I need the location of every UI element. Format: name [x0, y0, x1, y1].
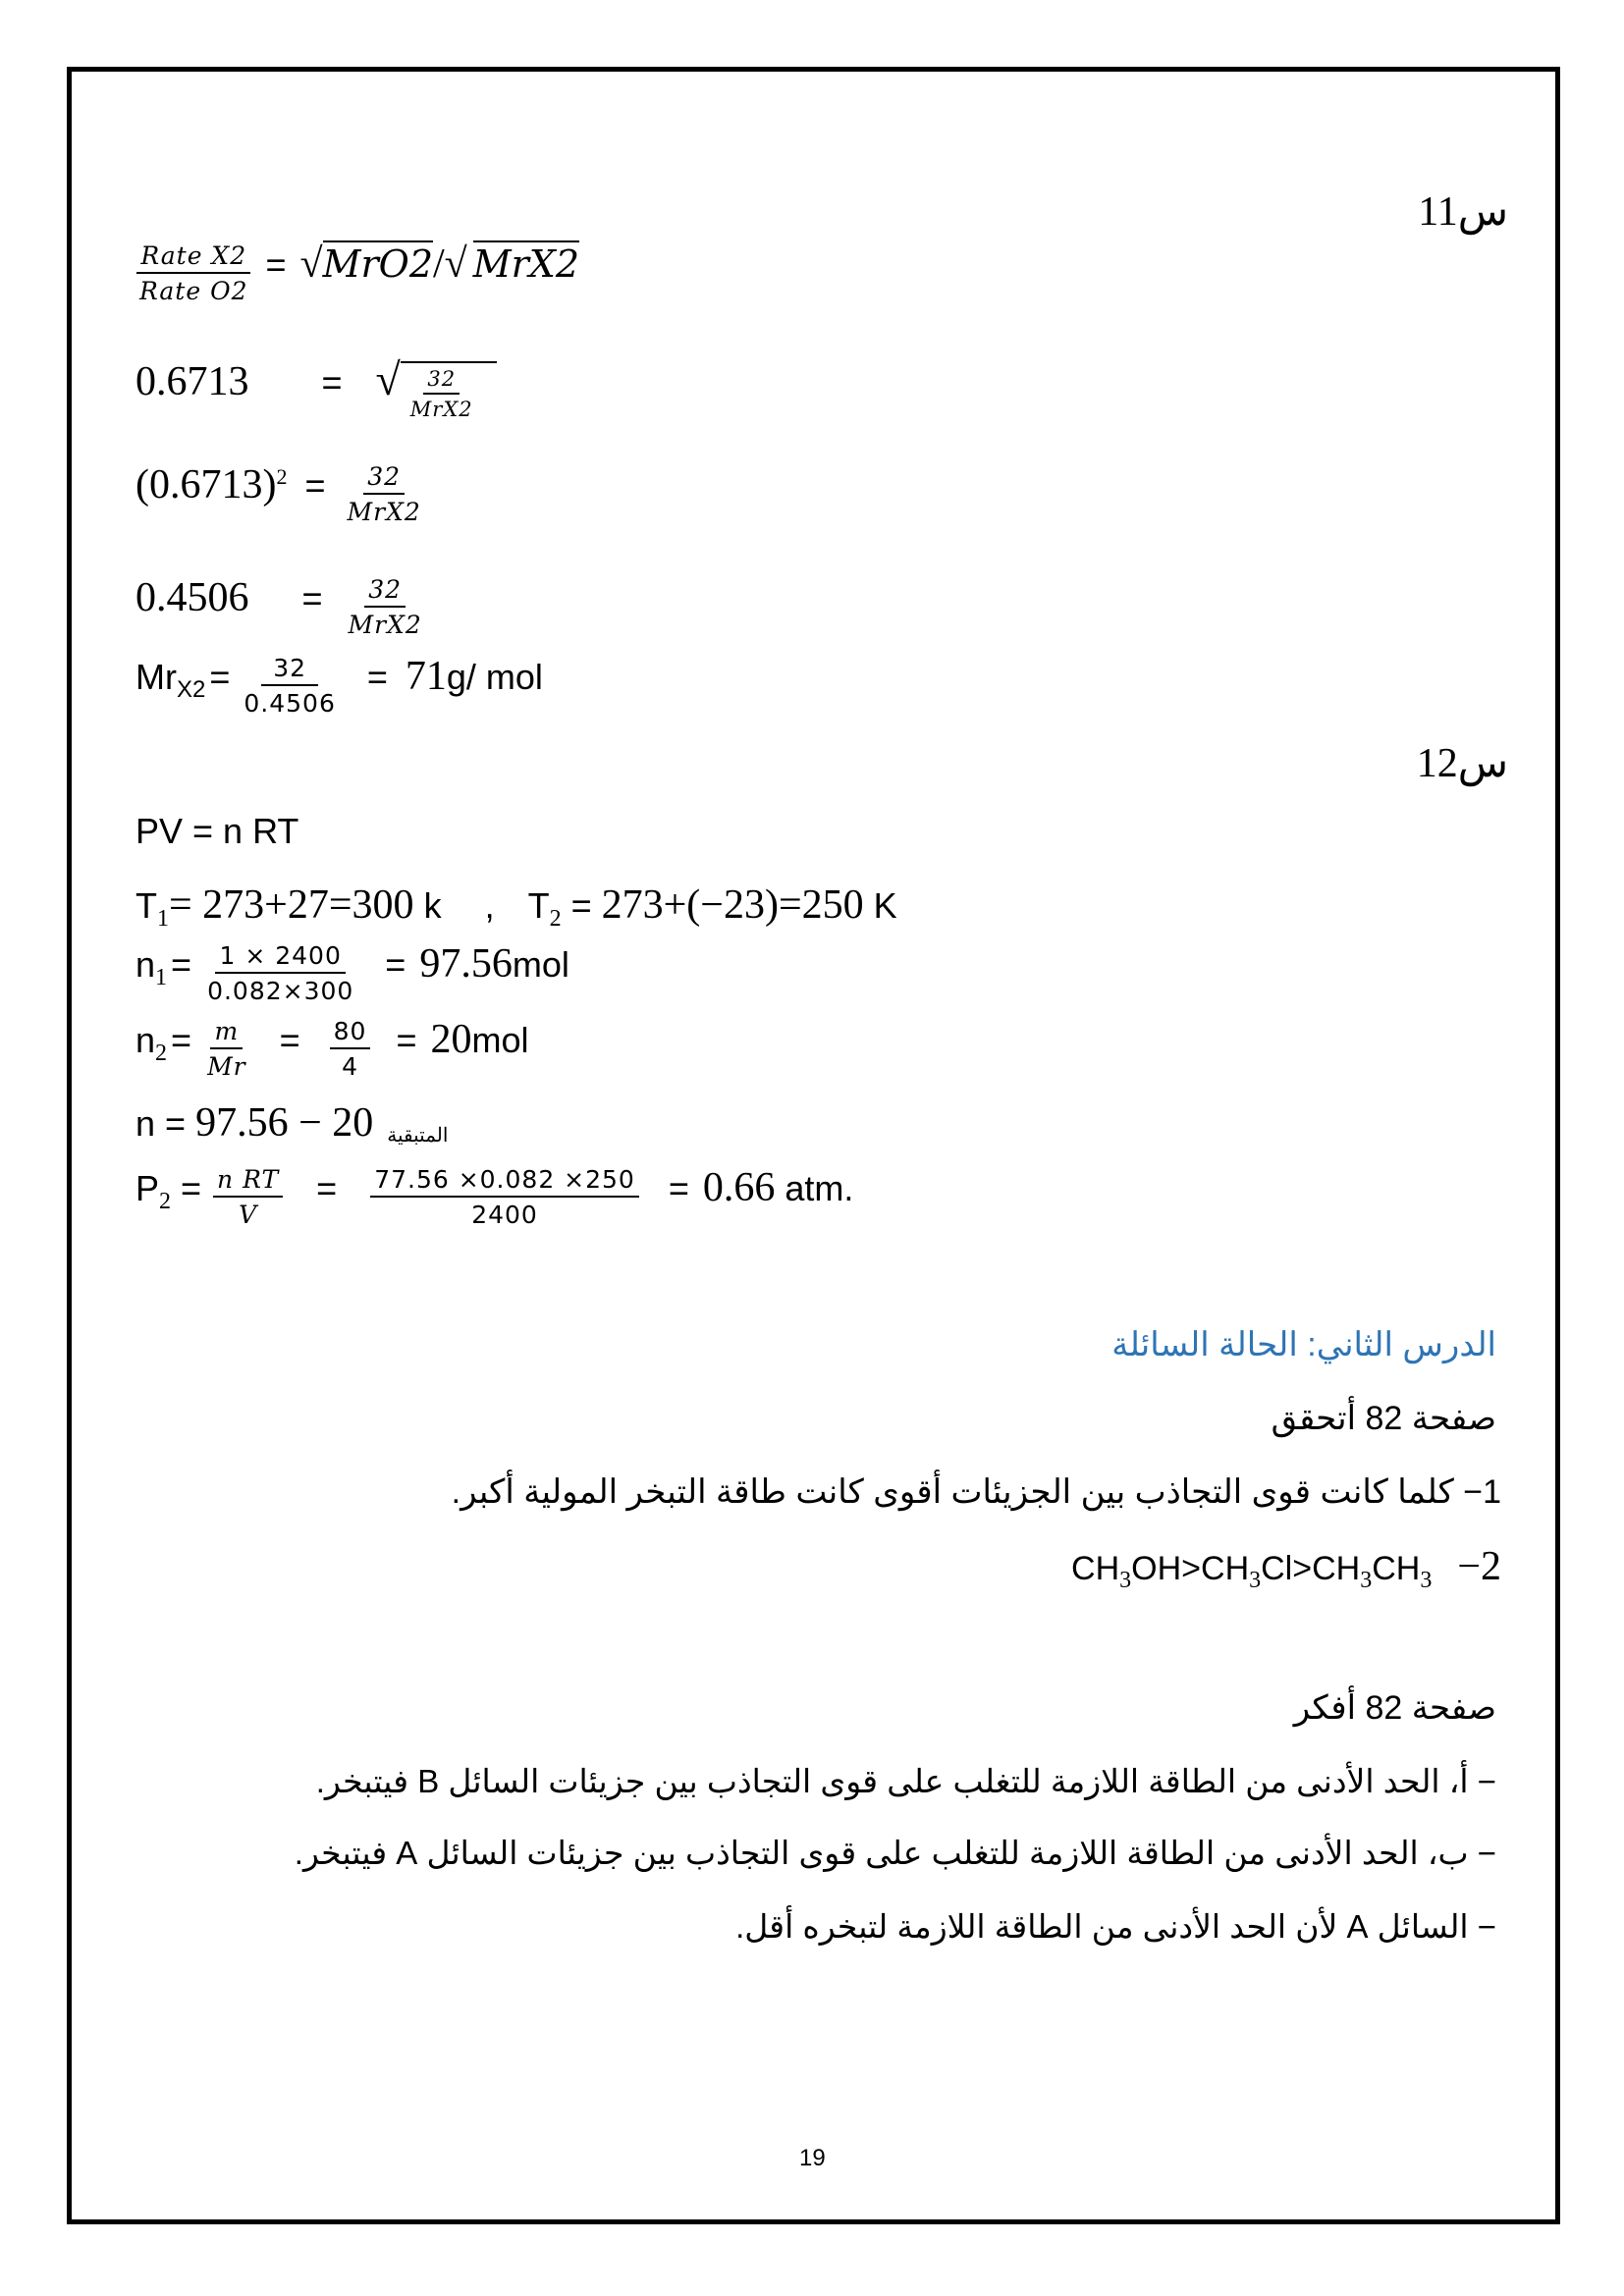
equals: = — [668, 1168, 689, 1208]
n-symbol: n = — [135, 1103, 196, 1144]
temperature-line — [135, 881, 897, 933]
denominator: MrX2 — [347, 497, 421, 526]
ratio-value: 0.6713 — [135, 359, 249, 404]
numerator: n RT — [213, 1165, 283, 1198]
n1-line — [135, 940, 569, 1005]
p2-unit: atm. — [775, 1168, 854, 1208]
mr-x2: MrX2 — [472, 242, 580, 286]
think-answer-c: − السائل A لأن الحد الأدنى من الطاقة اللازمة لتبخره أقل. — [735, 1908, 1496, 1945]
equals: = — [171, 944, 192, 985]
rate-o2: Rate O2 — [139, 276, 248, 305]
numerator: 32 — [363, 462, 405, 495]
denominator: 4 — [342, 1051, 359, 1081]
slash: / — [433, 241, 445, 287]
equals: = — [396, 1020, 417, 1060]
sqrt-symbol: √ — [299, 241, 323, 287]
formula-order: $CH_3OH>CH_3Cl>CH_3CH_3$ — [1071, 1550, 1433, 1593]
think-answer-b: − ب، الحد الأدنى من الطاقة اللازمة للتغلب على قوى التجاذب بين جزيئات السائل A فيتبخر. — [294, 1835, 1496, 1871]
rate-x2: Rate X2 — [136, 241, 250, 274]
numerator: 77.56 ×0.082 ×250 — [370, 1165, 639, 1198]
n2-symbol: n — [135, 1020, 156, 1060]
equals: = — [385, 944, 406, 985]
lesson-title: الدرس الثاني: الحالة السائلة — [1111, 1326, 1496, 1363]
equals: = — [366, 657, 388, 697]
rate-fraction — [135, 241, 252, 305]
check-answer-1: 1− كلما كانت قوى التجاذب بين الجزيئات أقوى كانت طاقة التبخر المولية أكبر. — [451, 1473, 1501, 1511]
p2-subscript: 2 — [159, 1189, 172, 1214]
denominator: V — [239, 1200, 258, 1229]
squared-base: (0.6713) — [135, 462, 277, 507]
squared-value: 0.4506 — [135, 575, 249, 620]
equals: = — [171, 1020, 192, 1060]
exponent: 2 — [276, 464, 288, 489]
molar-mass-value: 71 — [405, 654, 447, 699]
n2-fraction-numeric — [330, 1017, 371, 1081]
q11-line2 — [135, 353, 497, 421]
equals: = — [181, 1168, 202, 1208]
numerator: 32 — [261, 654, 318, 686]
denominator: MrX2 — [409, 397, 473, 421]
n2-line — [135, 1016, 529, 1081]
t2-symbol: T — [527, 885, 550, 926]
n-remaining-line — [135, 1099, 448, 1148]
q11-label: س11 — [1418, 189, 1508, 235]
t1-unit: k — [413, 885, 442, 926]
n1-symbol: n — [135, 944, 156, 985]
equals: = — [209, 657, 231, 697]
p2-fraction-numeric — [370, 1165, 639, 1229]
ideal-gas-law: PV = n RT — [135, 811, 299, 851]
mr-subscript: X2 — [176, 676, 206, 703]
n2-value: 20 — [430, 1017, 472, 1062]
q11-eq-graham — [135, 240, 579, 305]
q11-line5 — [135, 653, 543, 718]
numerator: m — [210, 1017, 243, 1049]
t1-subscript: 1 — [157, 906, 169, 932]
t1-symbol: T — [135, 885, 157, 926]
t1-expression: = 273+27=300 — [169, 882, 414, 928]
n2-subscript: 2 — [155, 1041, 168, 1066]
q12-label: س12 — [1416, 741, 1508, 786]
think-heading: صفحة 82 أفكر — [1293, 1689, 1496, 1727]
denominator: MrX2 — [348, 610, 422, 639]
separator: , — [484, 885, 495, 926]
check-answer-2 — [1071, 1543, 1501, 1594]
equals: = — [561, 885, 602, 926]
check-heading: صفحة 82 أتحقق — [1271, 1400, 1496, 1437]
item-number: 2− — [1457, 1544, 1501, 1589]
equals: = — [316, 1168, 338, 1208]
numerator: 1 × 2400 — [215, 941, 345, 974]
n1-value: 97.56 — [419, 941, 513, 987]
q11-line3 — [135, 461, 425, 526]
n2-unit: mol — [471, 1020, 529, 1060]
molar-mass-unit: g/ mol — [446, 657, 543, 697]
t2-subscript: 2 — [549, 906, 562, 932]
equals: = — [301, 578, 323, 618]
denominator: 0.082×300 — [207, 976, 354, 1005]
fraction — [240, 654, 339, 718]
n2-fraction-symbolic — [203, 1017, 250, 1081]
p2-line — [135, 1164, 853, 1229]
p2-fraction-symbolic — [213, 1165, 283, 1229]
equals: = — [304, 465, 326, 506]
n1-fraction — [203, 941, 357, 1005]
think-answer-a: − أ، الحد الأدنى من الطاقة اللازمة للتغلب على قوى التجاذب بين جزيئات السائل B فيتبخر. — [315, 1763, 1496, 1799]
denominator: Mr — [207, 1051, 246, 1081]
numerator: 80 — [330, 1017, 371, 1049]
numerator: 32 — [364, 575, 406, 608]
sqrt-symbol: √ — [375, 354, 401, 404]
equals: = — [265, 244, 287, 285]
equals: = — [321, 362, 343, 402]
denominator: 0.4506 — [244, 688, 336, 718]
remaining-note: المتبقية — [387, 1125, 449, 1147]
q11-line4 — [135, 574, 426, 639]
page-number: 19 — [799, 2145, 826, 2171]
p2-symbol: P — [135, 1168, 160, 1208]
n1-subscript: 1 — [155, 965, 168, 990]
mr-o2: MrO2 — [322, 242, 433, 286]
t2-unit: K — [863, 885, 897, 926]
equals: = — [279, 1020, 300, 1060]
sqrt-fraction — [401, 361, 497, 421]
denominator: 2400 — [471, 1200, 538, 1229]
t2-expression: 273+(−23)=250 — [601, 882, 864, 928]
numerator: 32 — [423, 367, 460, 395]
p2-value: 0.66 — [702, 1165, 776, 1210]
mr-symbol: Mr — [135, 657, 177, 697]
sqrt-symbol-2: √ — [444, 241, 467, 287]
fraction — [344, 462, 425, 526]
n1-unit: mol — [512, 944, 569, 985]
n-expression: 97.56 − 20 — [195, 1100, 374, 1146]
fraction — [345, 575, 426, 639]
